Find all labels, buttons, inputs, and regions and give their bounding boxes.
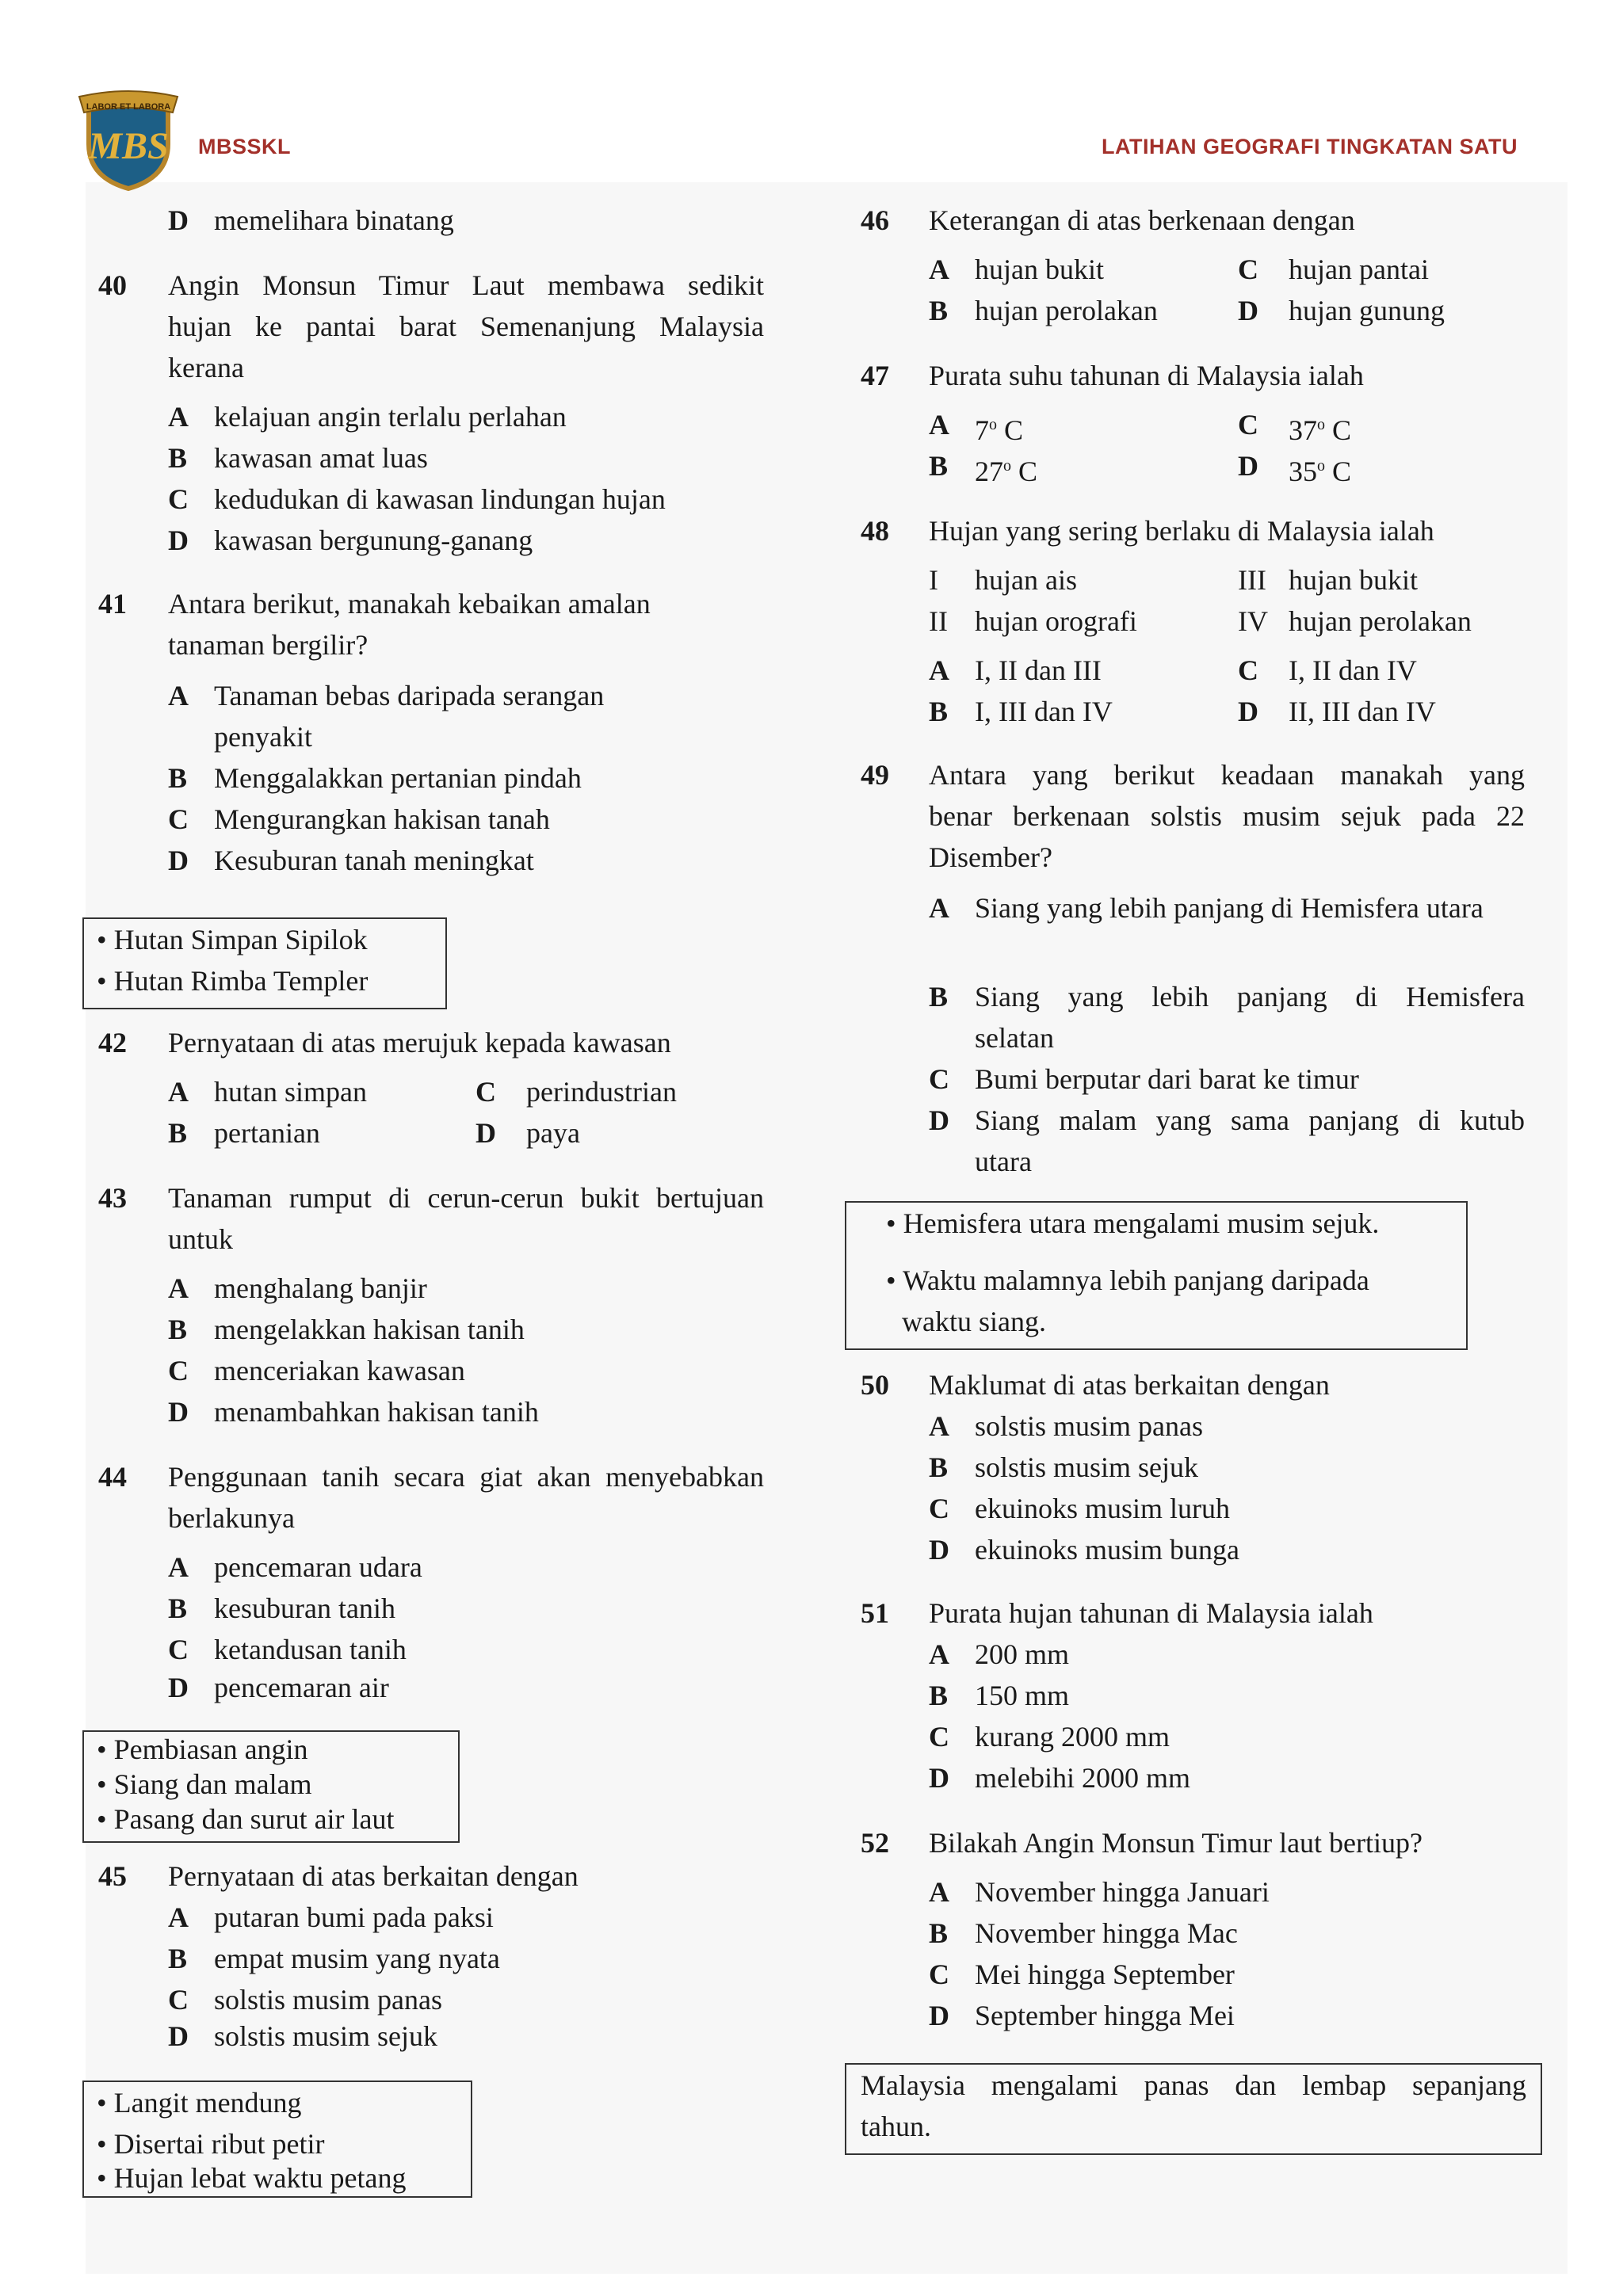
- option-letter: C: [1238, 254, 1258, 285]
- option-text: ekuinoks musim bunga: [975, 1534, 1239, 1566]
- option-text: Siang yang lebih panjang di Hemisfera utara: [975, 892, 1484, 924]
- school-crest-logo: [73, 89, 184, 192]
- stimulus-item: waktu siang.: [902, 1306, 1046, 1337]
- option-text: 150 mm: [975, 1680, 1070, 1711]
- option-text: 27$^o$ C: [975, 456, 1038, 487]
- question-text: Penggunaan tanih secara giat akan menyebabkan: [168, 1461, 764, 1493]
- option-text: kawasan bergunung-ganang: [214, 524, 533, 556]
- question-number: 50: [861, 1369, 889, 1401]
- option-text: ketandusan tanih: [214, 1634, 407, 1665]
- question-number: 52: [861, 1827, 889, 1859]
- option-text: solstis musim sejuk: [975, 1451, 1199, 1483]
- option-letter: D: [929, 1534, 949, 1566]
- stimulus-item: • Disertai ribut petir: [97, 2128, 325, 2160]
- option-letter: D: [1238, 295, 1258, 326]
- option-text: solstis musim panas: [214, 1984, 443, 2016]
- question-text: Pernyataan di atas merujuk kepada kawasan: [168, 1027, 671, 1058]
- question-number: 42: [98, 1027, 127, 1058]
- option-text: II, III dan IV: [1289, 696, 1436, 727]
- option-text: Tanaman bebas daripada serangan: [214, 680, 605, 711]
- option-text: ekuinoks musim luruh: [975, 1493, 1230, 1524]
- option-letter: C: [168, 803, 189, 835]
- question-text: Angin Monsun Timur Laut membawa sedikit: [168, 269, 764, 301]
- option-text: I, III dan IV: [975, 696, 1113, 727]
- stimulus-item: • Hemisfera utara mengalami musim sejuk.: [886, 1207, 1380, 1239]
- option-text: melebihi 2000 mm: [975, 1762, 1190, 1794]
- option-letter: D: [1238, 696, 1258, 727]
- question-number: 48: [861, 515, 889, 547]
- option-text: utara: [975, 1146, 1032, 1177]
- option-text: kurang 2000 mm: [975, 1721, 1170, 1753]
- option-letter: C: [475, 1076, 496, 1108]
- question-text: berlakunya: [168, 1502, 295, 1534]
- question-text: Purata hujan tahunan di Malaysia ialah: [929, 1597, 1373, 1629]
- option-letter: A: [929, 892, 949, 924]
- document-title: LATIHAN GEOGRAFI TINGKATAN SATU: [1102, 135, 1518, 158]
- question-text: Maklumat di atas berkaitan dengan: [929, 1369, 1330, 1401]
- option-letter: A: [168, 1901, 189, 1933]
- option-letter: B: [168, 762, 188, 794]
- option-letter: C: [929, 1721, 949, 1753]
- option-text: pencemaran air: [214, 1672, 389, 1703]
- option-text: empat musim yang nyata: [214, 1943, 500, 1974]
- item-text: hujan perolakan: [1289, 605, 1472, 637]
- option-letter: C: [168, 1634, 189, 1665]
- option-letter: A: [168, 680, 189, 711]
- question-text: Hujan yang sering berlaku di Malaysia ialah: [929, 515, 1434, 547]
- option-text: 7$^o$ C: [975, 414, 1024, 446]
- item-text: hujan ais: [975, 564, 1077, 596]
- option-text: pertanian: [214, 1117, 320, 1149]
- option-letter: A: [168, 1272, 189, 1304]
- option-letter: B: [168, 1314, 188, 1345]
- option-text: Mei hingga September: [975, 1958, 1235, 1990]
- option-text: 35$^o$ C: [1289, 456, 1352, 487]
- stimulus-item: • Hujan lebat waktu petang: [97, 2162, 407, 2194]
- option-letter: B: [929, 981, 949, 1013]
- option-text: putaran bumi pada paksi: [214, 1901, 494, 1933]
- option-letter: A: [929, 1638, 949, 1670]
- option-text: hujan gunung: [1289, 295, 1445, 326]
- option-text: kesuburan tanih: [214, 1592, 395, 1624]
- stimulus-item: • Pembiasan angin: [97, 1733, 308, 1765]
- option-letter: C: [929, 1493, 949, 1524]
- option-text: menambahkan hakisan tanih: [214, 1396, 539, 1428]
- option-text: Bumi berputar dari barat ke timur: [975, 1063, 1359, 1095]
- option-letter: D: [929, 2000, 949, 2031]
- question-text: Tanaman rumput di cerun-cerun bukit bertujuan: [168, 1182, 764, 1214]
- option-letter: C: [168, 1984, 189, 2016]
- option-letter: A: [929, 654, 949, 686]
- question-number: 44: [98, 1461, 127, 1493]
- option-letter: C: [1238, 654, 1258, 686]
- option-text: paya: [526, 1117, 580, 1149]
- question-text: Bilakah Angin Monsun Timur laut bertiup?: [929, 1827, 1423, 1859]
- stimulus-item: • Pasang dan surut air laut: [97, 1803, 395, 1835]
- question-number: 47: [861, 360, 889, 391]
- option-letter: D: [168, 845, 189, 876]
- option-text: November hingga Januari: [975, 1876, 1270, 1908]
- option-letter: B: [929, 696, 949, 727]
- option-letter: A: [168, 1076, 189, 1108]
- option-text: kedudukan di kawasan lindungan hujan: [214, 483, 666, 515]
- option-text: solstis musim sejuk: [214, 2020, 438, 2052]
- option-letter: C: [168, 483, 189, 515]
- option-text: I, II dan III: [975, 654, 1102, 686]
- question-text: Antara yang berikut keadaan manakah yang: [929, 759, 1525, 791]
- stimulus-item: • Siang dan malam: [97, 1768, 312, 1800]
- option-text: selatan: [975, 1022, 1054, 1054]
- option-letter: C: [929, 1958, 949, 1990]
- question-number: 49: [861, 759, 889, 791]
- question-text: Disember?: [929, 841, 1052, 873]
- option-letter: A: [929, 1410, 949, 1442]
- stimulus-text: Malaysia mengalami panas dan lembap sepanjang: [861, 2069, 1526, 2101]
- option-letter: D: [168, 2020, 189, 2052]
- question-text: kerana: [168, 352, 244, 383]
- option-text: memelihara binatang: [214, 204, 454, 236]
- question-text: Pernyataan di atas berkaitan dengan: [168, 1860, 579, 1892]
- option-text: kelajuan angin terlalu perlahan: [214, 401, 567, 433]
- option-text: hujan pantai: [1289, 254, 1429, 285]
- stimulus-item: • Hutan Rimba Templer: [97, 965, 369, 997]
- option-letter: C: [168, 1355, 189, 1386]
- option-letter: D: [1238, 450, 1258, 482]
- option-text: solstis musim panas: [975, 1410, 1204, 1442]
- option-text: pencemaran udara: [214, 1551, 422, 1583]
- option-text: Siang yang lebih panjang di Hemisfera: [975, 981, 1525, 1013]
- option-letter: B: [929, 1917, 949, 1949]
- option-text: I, II dan IV: [1289, 654, 1417, 686]
- question-number: 45: [98, 1860, 127, 1892]
- roman-numeral: III: [1238, 564, 1266, 596]
- option-letter: B: [168, 1943, 188, 1974]
- question-text: benar berkenaan solstis musim sejuk pada 22: [929, 800, 1525, 832]
- option-text: hujan perolakan: [975, 295, 1158, 326]
- option-letter: C: [1238, 409, 1258, 441]
- option-letter: B: [929, 450, 949, 482]
- option-letter: A: [929, 1876, 949, 1908]
- option-text: 37$^o$ C: [1289, 414, 1352, 446]
- option-text: Kesuburan tanah meningkat: [214, 845, 534, 876]
- option-text: hutan simpan: [214, 1076, 367, 1108]
- option-letter: A: [929, 409, 949, 441]
- question-number: 41: [98, 588, 127, 620]
- option-letter: B: [168, 442, 188, 474]
- question-number: 51: [861, 1597, 889, 1629]
- option-text: kawasan amat luas: [214, 442, 428, 474]
- option-text: 200 mm: [975, 1638, 1070, 1670]
- option-text: September hingga Mei: [975, 2000, 1235, 2031]
- item-text: hujan bukit: [1289, 564, 1418, 596]
- roman-numeral: IV: [1238, 605, 1268, 637]
- option-letter: C: [929, 1063, 949, 1095]
- option-letter: D: [168, 1672, 189, 1703]
- option-letter: B: [929, 295, 949, 326]
- option-letter: D: [929, 1762, 949, 1794]
- item-text: hujan orografi: [975, 605, 1137, 637]
- roman-numeral: I: [929, 564, 938, 596]
- svg-text:LABOR ET LABORA: LABOR ET LABORA: [86, 102, 171, 112]
- option-letter: B: [929, 1451, 949, 1483]
- stimulus-item: • Waktu malamnya lebih panjang daripada: [886, 1264, 1369, 1296]
- option-text: hujan bukit: [975, 254, 1104, 285]
- option-text: perindustrian: [526, 1076, 677, 1108]
- option-letter: D: [168, 524, 189, 556]
- svg-text:MBS: MBS: [88, 125, 169, 167]
- roman-numeral: II: [929, 605, 948, 637]
- school-name: MBSSKL: [198, 135, 291, 158]
- question-text: untuk: [168, 1223, 234, 1255]
- question-text: Keterangan di atas berkenaan dengan: [929, 204, 1355, 236]
- option-text: Mengurangkan hakisan tanah: [214, 803, 550, 835]
- option-letter: B: [929, 1680, 949, 1711]
- option-text: menceriakan kawasan: [214, 1355, 465, 1386]
- option-text: Menggalakkan pertanian pindah: [214, 762, 582, 794]
- option-letter: B: [168, 1117, 188, 1149]
- question-number: 40: [98, 269, 127, 301]
- question-number: 43: [98, 1182, 127, 1214]
- option-text: mengelakkan hakisan tanih: [214, 1314, 525, 1345]
- stimulus-text: tahun.: [861, 2111, 931, 2142]
- option-text: penyakit: [214, 721, 312, 753]
- option-letter: D: [475, 1117, 496, 1149]
- option-letter: D: [168, 204, 189, 236]
- option-text: Siang malam yang sama panjang di kutub: [975, 1104, 1525, 1136]
- option-letter: B: [168, 1592, 188, 1624]
- option-letter: D: [929, 1104, 949, 1136]
- option-letter: A: [929, 254, 949, 285]
- stimulus-item: • Langit mendung: [97, 2087, 302, 2119]
- option-text: November hingga Mac: [975, 1917, 1238, 1949]
- stimulus-item: • Hutan Simpan Sipilok: [97, 924, 368, 955]
- option-letter: A: [168, 1551, 189, 1583]
- question-text: Antara berikut, manakah kebaikan amalan: [168, 588, 651, 620]
- question-text: tanaman bergilir?: [168, 629, 369, 661]
- option-letter: A: [168, 401, 189, 433]
- option-letter: D: [168, 1396, 189, 1428]
- question-text: hujan ke pantai barat Semenanjung Malaysia: [168, 311, 764, 342]
- question-text: Purata suhu tahunan di Malaysia ialah: [929, 360, 1364, 391]
- option-text: menghalang banjir: [214, 1272, 427, 1304]
- question-number: 46: [861, 204, 889, 236]
